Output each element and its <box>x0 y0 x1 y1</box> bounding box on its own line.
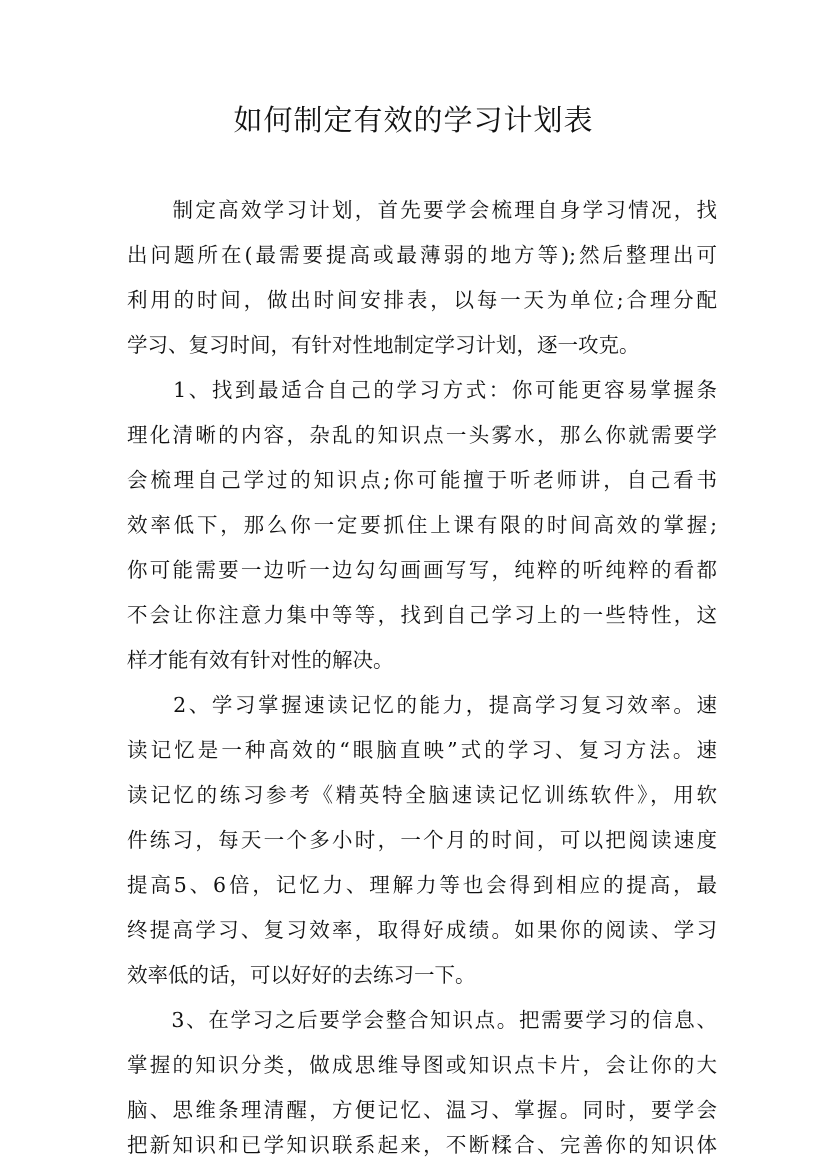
text-line: 利用的时间，做出时间安排表，以每一天为单位;合理分配 <box>127 288 717 312</box>
text-line: 2、学习掌握速读记忆的能力，提高学习复习效率。速 <box>127 693 717 717</box>
text-line: 件练习，每天一个多小时，一个月的时间，可以把阅读速度 <box>127 828 717 852</box>
text-line: 理化清晰的内容，杂乱的知识点一头雾水，那么你就需要学 <box>127 423 717 447</box>
text-line: 掌握的知识分类，做成思维导图或知识点卡片，会让你的大 <box>127 1053 717 1077</box>
text-line: 会梳理自己学过的知识点;你可能擅于听老师讲，自己看书 <box>127 468 717 492</box>
text-line: 出问题所在(最需要提高或最薄弱的地方等);然后整理出可 <box>127 243 717 267</box>
text-line: 学习、复习时间，有针对性地制定学习计划，逐一攻克。 <box>127 333 640 357</box>
text-line: 你可能需要一边听一边勾勾画画写写，纯粹的听纯粹的看都 <box>127 558 717 582</box>
text-line: 读记忆是一种高效的“眼脑直映”式的学习、复习方法。速 <box>127 738 717 762</box>
text-line: 读记忆的练习参考《精英特全脑速读记忆训练软件》，用软 <box>127 783 717 807</box>
text-line: 提高5、6倍，记忆力、理解力等也会得到相应的提高，最 <box>127 873 717 897</box>
text-line: 终提高学习、复习效率，取得好成绩。如果你的阅读、学习 <box>127 918 717 942</box>
text-line: 把新知识和已学知识联系起来，不断糅合、完善你的知识体 <box>127 1133 717 1157</box>
document-title: 如何制定有效的学习计划表 <box>233 103 594 137</box>
text-line: 效率低的话，可以好好的去练习一下。 <box>127 963 476 987</box>
text-line: 脑、思维条理清醒，方便记忆、温习、掌握。同时，要学会 <box>127 1098 717 1122</box>
text-line: 不会让你注意力集中等等，找到自己学习上的一些特性，这 <box>127 603 717 627</box>
text-line: 制定高效学习计划，首先要学会梳理自身学习情况，找 <box>127 198 717 222</box>
text-line: 1、找到最适合自己的学习方式：你可能更容易掌握条 <box>127 378 717 402</box>
text-line: 效率低下，那么你一定要抓住上课有限的时间高效的掌握; <box>127 513 717 537</box>
text-line: 样才能有效有针对性的解决。 <box>127 648 394 672</box>
text-line: 3、在学习之后要学会整合知识点。把需要学习的信息、 <box>127 1008 717 1032</box>
